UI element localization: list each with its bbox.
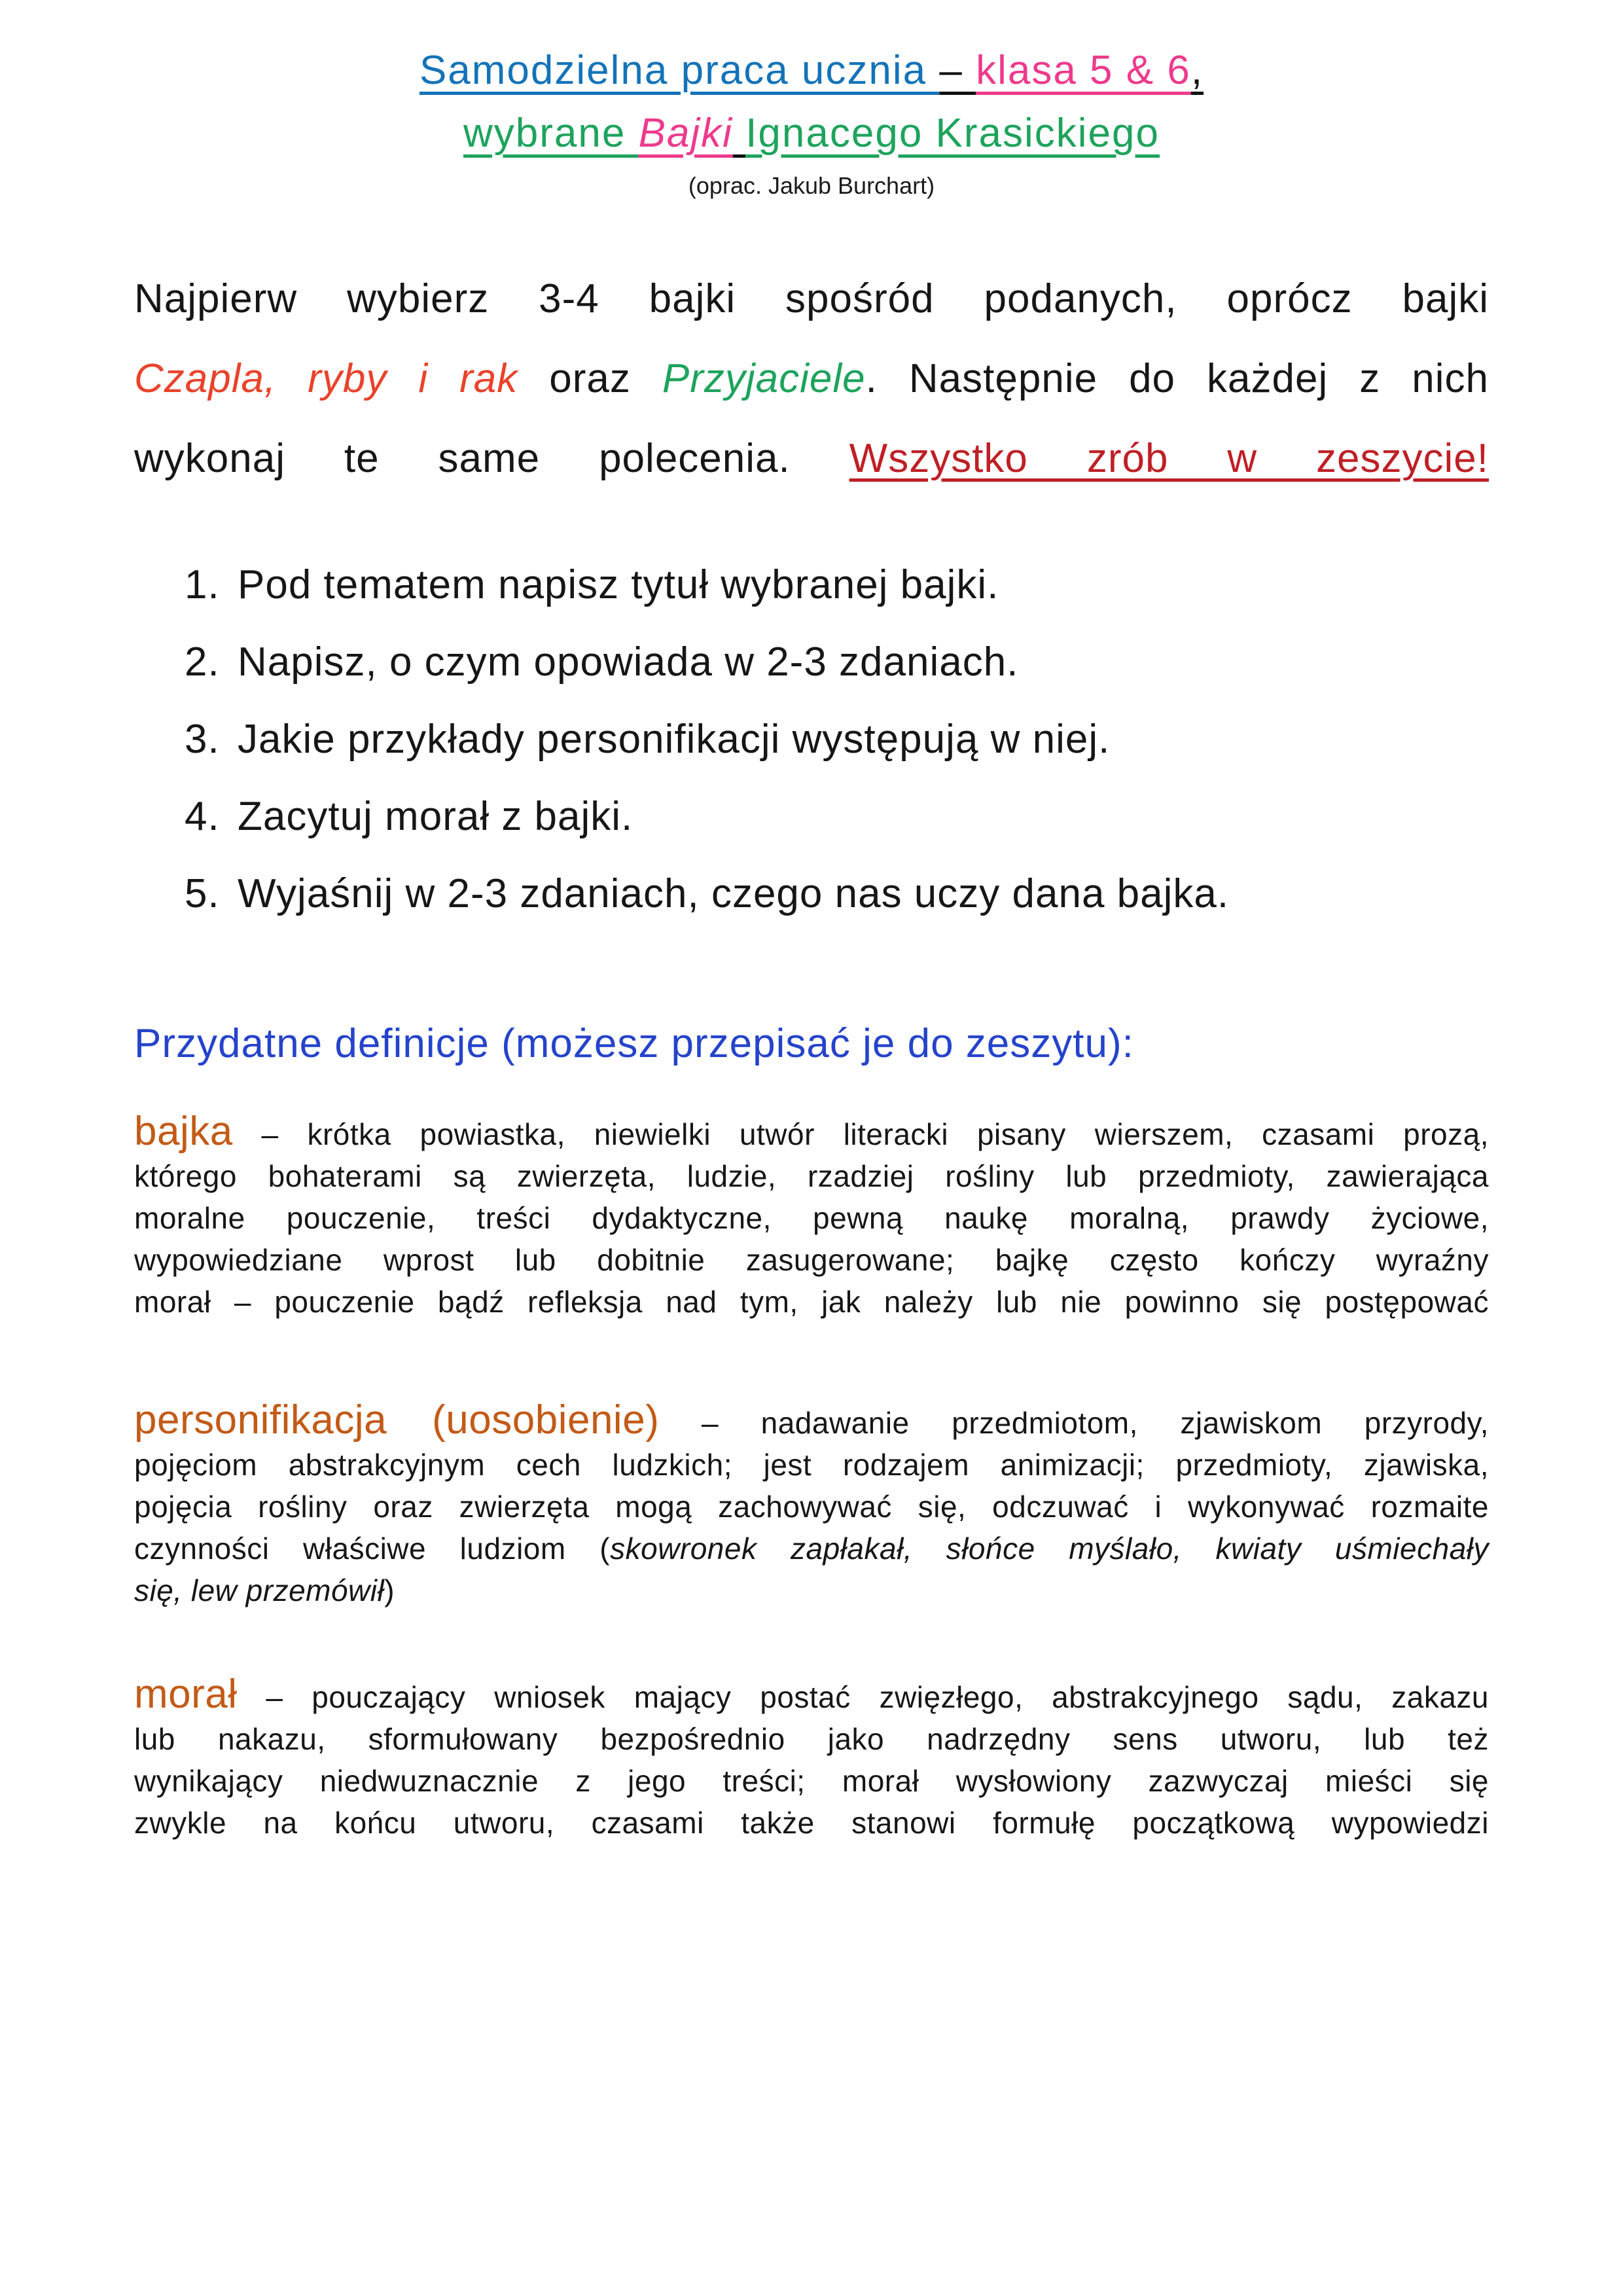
definition-bajka: [134, 1111, 1489, 1323]
definition-line: czynności właściwe ludziom (skowronek zapłakał, słońce myślało, kwiaty uśmiechały: [134, 1532, 1489, 1566]
definition-personifikacja: [134, 1397, 1489, 1611]
definition-line: personifikacja (uosobienie) – nadawanie przedmiotom, zjawiskom przyrody,: [134, 1397, 1489, 1443]
definition-line: morał – pouczenie bądź refleksja nad tym, jak należy lub nie powinno się postępować: [134, 1285, 1489, 1319]
definition-line: pojęciom abstrakcyjnym cech ludzkich; jest rodzajem animizacji; przedmioty, zjawiska,: [134, 1448, 1489, 1482]
definition-line: się, lew przemówił): [134, 1573, 395, 1607]
definition-line: zwykle na końcu utworu, czasami także stanowi formułę początkową wypowiedzi: [134, 1806, 1489, 1840]
task-text: Zacytuj morał z bajki.: [238, 794, 633, 839]
task-number: 5.: [185, 871, 220, 916]
title-line-1: Samodzielna praca ucznia – klasa 5 & 6,: [419, 48, 1204, 93]
intro-line-2: Czapla, ryby i rak oraz Przyjaciele. Następnie do każdej z nich: [134, 356, 1489, 401]
definition-line: lub nakazu, sformułowany bezpośrednio jako nadrzędny sens utworu, lub też: [134, 1722, 1489, 1756]
definition-line: wynikający niedwuznacznie z jego treści; morał wysłowiony zazwyczaj mieści się: [134, 1764, 1489, 1798]
task-item-5: [134, 870, 1489, 918]
definition-line: wypowiedziane wprost lub dobitnie zasugerowane; bajkę często kończy wyraźny: [134, 1243, 1489, 1277]
definition-line: bajka – krótka powiastka, niewielki utwór literacki pisany wierszem, czasami prozą,: [134, 1109, 1489, 1154]
definition-line: morał – pouczający wniosek mający postać zwięzłego, abstrakcyjnego sądu, zakazu: [134, 1672, 1489, 1717]
task-list: [134, 562, 1489, 918]
intro-line-3: wykonaj te same polecenia. Wszystko zrób w zeszycie!: [134, 436, 1489, 481]
task-number: 1.: [185, 562, 220, 607]
title-block: [134, 39, 1489, 203]
title-line-2: wybrane Bajki Ignacego Krasickiego: [463, 111, 1160, 156]
task-item-3: [134, 716, 1489, 763]
definition-line: pojęcia rośliny oraz zwierzęta mogą zachowywać się, odczuwać i wykonywać rozmaite: [134, 1490, 1489, 1524]
definition-line: którego bohaterami są zwierzęta, ludzie, rzadziej rośliny lub przedmioty, zawierająca: [134, 1159, 1489, 1193]
task-number: 2.: [185, 639, 220, 685]
definition-moral: [134, 1674, 1489, 1844]
intro-line-1: Najpierw wybierz 3-4 bajki spośród podanych, oprócz bajki: [134, 276, 1489, 321]
title-credit: (oprac. Jakub Burchart): [688, 172, 935, 199]
task-number: 4.: [185, 794, 220, 839]
task-text: Wyjaśnij w 2-3 zdaniach, czego nas uczy dana bajka.: [238, 871, 1230, 916]
task-item-4: [134, 793, 1489, 840]
definitions-heading: Przydatne definicje (możesz przepisać je do zeszytu):: [134, 1021, 1134, 1066]
definition-line: moralne pouczenie, treści dydaktyczne, pewną naukę moralną, prawdy życiowe,: [134, 1201, 1489, 1235]
task-text: Jakie przykłady personifikacji występują w niej.: [238, 717, 1111, 762]
task-item-1: [134, 562, 1489, 609]
task-number: 3.: [185, 717, 220, 762]
task-text: Napisz, o czym opowiada w 2-3 zdaniach.: [238, 639, 1019, 685]
task-text: Pod tematem napisz tytuł wybranej bajki.: [238, 562, 999, 607]
task-item-2: [134, 639, 1489, 686]
intro-paragraph: [134, 259, 1489, 499]
